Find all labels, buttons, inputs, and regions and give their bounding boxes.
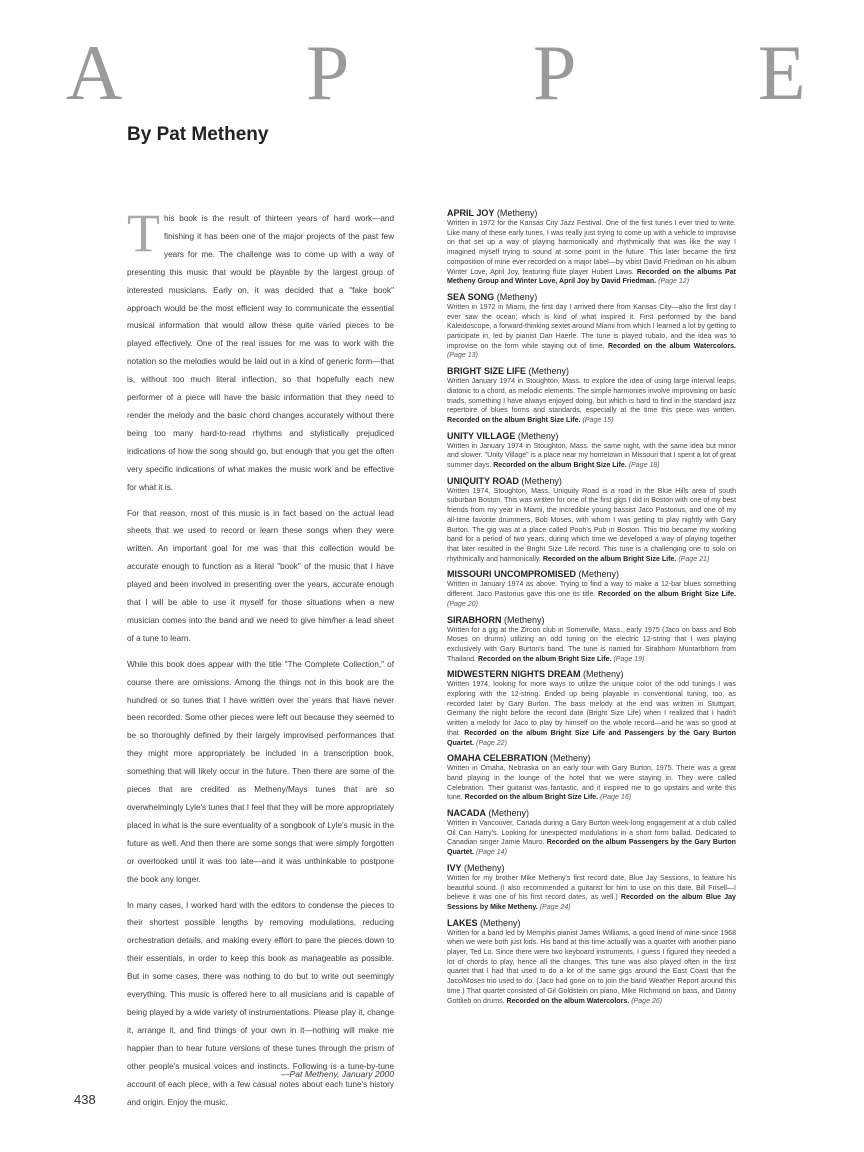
heading-letter-p: P bbox=[306, 29, 350, 116]
tune-heading bbox=[447, 475, 736, 487]
tune-composer: (Metheny) bbox=[480, 917, 521, 928]
tune-description bbox=[447, 580, 736, 609]
tune-heading bbox=[447, 207, 736, 219]
tune-text: Written for a band led by Memphis pianist James Williams, a good friend of mine since 1968 when we were both just kids. His band at this time actually was a quartet with another piano player, Ted Lo. Since there were two keyboard instruments, I guess I figured they needed a lot of chords to play, hence all the changes. This tune was also played often in the first quartet that I had that used to do a lot of the same gigs around the East Coast that the Jaco/Moses trio used to do. (Jaco had gone on to join the band Weather Report around this time.) That quartet consisted of Gil Goldstein on piano, Mike Richmond on bass, and Danny Gottlieb on drums. bbox=[447, 929, 736, 1005]
intro-paragraph: While this book does appear with the title "The Complete Collection," of course there are omissions. Among the things not in this book are the hundred or so tunes that I have written over the years that have never been recorded. Some other pieces were left out because they seemed to be so thoroughly defined by their largely improvised performances that they might more appropriately be included in a transcription book, something that will likely occur in the future. Then there are some of the pieces that are credited as Metheny/Mays tunes that are so overwhelmingly Lyle's tunes that I feel that they will be more appropriately placed in what is the sure eventuality of a songbook of Lyle's music in the future as well. And then there are some songs that were simply forgotten or overlooked until it was too late—and it was unthinkable to postpone the book any longer. bbox=[127, 659, 394, 884]
tune-heading bbox=[447, 365, 736, 377]
tune-description bbox=[447, 680, 736, 748]
page-reference: (Page 19) bbox=[613, 655, 645, 663]
recorded-note: Recorded on the album Blue Jay Sessions by Mike Metheny. bbox=[447, 894, 736, 911]
tune-description bbox=[447, 819, 736, 858]
page-reference: (Page 15) bbox=[582, 416, 614, 424]
tune-heading bbox=[447, 291, 736, 303]
intro-paragraph-text: his book is the result of thirteen years of hard work—and finishing it has been one of the major projects of the past few years for me. The challenge was to come up with a way of presenting this music that would be playable by the largest group of interested musicians. Early on, it was decided that a "fake book" approach would be the most efficient way to communicate the essential musical information that would allow these quite varied pieces to be played effectively. One of the real issues for me was to work with the notation so the melodies would be laid out in a kind of generic form—that is, without too much literal inflection, so that hopefully each new performer of a piece will have the basic information that they need to render the melody and the basic chord changes accurately without there being too many hard-to-read rhythms and stylistically prejudiced indications of how the song should go, but enough that you get the often very specific indications of what makes the music work and be effective for what it is. bbox=[127, 214, 394, 492]
byline: By Pat Metheny bbox=[127, 124, 269, 145]
tune-title: BRIGHT SIZE LIFE bbox=[447, 366, 527, 377]
tune-text: Written in Omaha, Nebraska on an early tour with Gary Burton, 1975. There was a great band playing in the lounge of the hotel that we were staying in. They were called Celebration. Their guitarist was fantastic, and it inspired me to go upstairs and write this tune. bbox=[447, 765, 736, 802]
tune-text: Written for my brother Mike Metheny's first record date, Blue Jay Sessions, to feature his beautiful sound. (I also recommended a guitarist for him to use on this date, Bill Frisell—I believe it was one of his first record dates, as well.) bbox=[447, 874, 736, 902]
tune-title: IVY bbox=[447, 862, 462, 873]
tune-entry bbox=[447, 862, 736, 913]
recorded-note: Recorded on the album Bright Size Life. bbox=[493, 462, 627, 470]
recorded-note: Recorded on the album Watercolors. bbox=[607, 342, 736, 350]
drop-cap: T bbox=[127, 203, 160, 263]
tune-title: APRIL JOY bbox=[447, 208, 495, 218]
recorded-note: Recorded on the album Watercolors. bbox=[506, 997, 630, 1005]
heading-letter-a: A bbox=[66, 29, 123, 116]
tune-description bbox=[447, 219, 736, 287]
tune-text: Written 1974, Stoughton, Mass. Uniquity Road is a road in the Blue Hills area of south suburban Boston. This was written for one of the first gigs I did in Boston with one of my best friends from my year in Miami, the incredible young bassist Jaco Pastorius, and one of my all-time favorite drummers, Bob Moses, with whom I was getting to play nightly with Gary Burton. The gig was at a place called Pooh's Pub in Boston. This trio became my working band for a period of two years, during which time we developed a way of playing together that later resulted in the Bright Size Life record. This tune is a challenging one to solo on rhythmically and harmonically. bbox=[447, 487, 736, 563]
recorded-note: Recorded on the album Bright Size Life. bbox=[542, 555, 677, 563]
signature: —Pat Metheny, January 2000 bbox=[280, 1069, 394, 1079]
tune-composer: (Metheny) bbox=[496, 208, 538, 218]
tune-description bbox=[447, 874, 736, 913]
tune-title: OMAHA CELEBRATION bbox=[447, 753, 548, 764]
recorded-note: Recorded on the album Bright Size Life and Passengers by the Gary Burton Quartet. bbox=[447, 729, 736, 747]
page-reference: (Page 16) bbox=[600, 794, 632, 802]
tune-text: Written in 1972 in Miami, the first day I arrived there from Kansas City—also the first day I ever saw the ocean; which is kind of what inspired it. First performed by the band Kaleidoscope, a forward-thinking sextet around Miami from which I learned a lot by getting to participate in, led by pianist Dan Haerle. The tune is played rubato, and the idea was to improvise on the form while staying out of time. bbox=[447, 303, 736, 350]
tune-title: NACADA bbox=[447, 808, 486, 819]
tune-entry bbox=[447, 668, 736, 748]
tune-entry bbox=[447, 430, 736, 471]
heading-letter-p: P bbox=[533, 29, 577, 116]
tune-title: UNIQUITY ROAD bbox=[447, 475, 519, 486]
tune-text: Written in January 1974 in Stoughton, Mass. the same night, with the same idea but minor and slower. "Unity Village" is a place near my hometown in Missouri that I spent a lot of great summer days. bbox=[447, 442, 736, 470]
tune-heading bbox=[447, 614, 736, 626]
page-reference: (Page 26) bbox=[631, 997, 663, 1005]
tune-heading bbox=[447, 668, 736, 680]
page-reference: (Page 22) bbox=[476, 739, 507, 747]
tune-description bbox=[447, 929, 736, 1007]
tune-entry bbox=[447, 365, 736, 426]
tune-entry bbox=[447, 807, 736, 858]
tune-heading bbox=[447, 568, 736, 580]
page-reference: (Page 18) bbox=[628, 462, 660, 470]
tune-composer: (Metheny) bbox=[550, 753, 591, 764]
tune-composer: (Metheny) bbox=[517, 430, 559, 441]
page-reference: (Page 12) bbox=[658, 278, 690, 286]
tune-heading bbox=[447, 862, 736, 874]
tune-heading bbox=[447, 807, 736, 819]
heading-letter-e: E bbox=[758, 29, 806, 116]
page-reference: (Page 21) bbox=[678, 555, 710, 563]
tune-text: Written January 1974 in Stoughton, Mass. to explore the idea of using large interval leaps, diatonic to a chord, as melodic elements. The simple harmonies involve improvising on basic triads, something I have always enjoyed doing, but which is hard to find in the standard jazz repertoire of blues forms and standards, especially at the time this piece was written. bbox=[447, 378, 736, 415]
tune-entry bbox=[447, 917, 736, 1007]
tune-composer: (Metheny) bbox=[488, 808, 530, 819]
tune-notes-column bbox=[447, 207, 736, 1010]
tune-heading bbox=[447, 752, 736, 764]
tune-text: Written in Vancouver, Canada during a Gary Burton week-long engagement at a club called Oil Can Harry's. Looking for unexpected modulations in a short form ballad. Dedicated to Canadian singer Jamie Mauro. bbox=[447, 820, 736, 847]
tune-description bbox=[447, 764, 736, 803]
tune-description bbox=[447, 487, 736, 565]
tune-entry bbox=[447, 568, 736, 609]
tune-composer: (Metheny) bbox=[464, 862, 505, 873]
recorded-note: Recorded on the album Bright Size Life. bbox=[598, 591, 736, 599]
tune-entry bbox=[447, 291, 736, 361]
recorded-note: Recorded on the albums Pat Metheny Group and Winter Love, April Joy by David Friedman. bbox=[447, 268, 736, 286]
recorded-note: Recorded on the album Bright Size Life. bbox=[447, 416, 581, 424]
tune-title: SIRABHORN bbox=[447, 614, 502, 625]
tune-title: MIDWESTERN NIGHTS DREAM bbox=[447, 669, 581, 680]
tune-title: SEA SONG bbox=[447, 291, 495, 302]
intro-paragraph bbox=[127, 203, 394, 497]
intro-paragraph: For that reason, most of this music is in fact based on the actual lead sheets that we used to record or learn these songs when they were written. An important goal for me was that this collection would be accurate enough to function as a literal "book" of the music that I have played and been involved in presenting over the years, accurate enough that I will be able to use it myself for those situations when a new musician comes into the band and we need to give him/her a lead sheet of a tune to learn. bbox=[127, 508, 394, 643]
page-reference: (Page 13) bbox=[447, 352, 478, 360]
page-reference: (Page 20) bbox=[447, 600, 478, 608]
tune-entry bbox=[447, 752, 736, 803]
tune-text: Written for a gig at the Zircon club in Somerville, Mass., early 1975 (Jaco on bass and Bob Moses on drums) utilizing an odd tuning on the electric 12-string that I was playing exclusively with Gary Burton's band. The tune is named for Sirabhorn Muntarbhorn from Thailand. bbox=[447, 626, 736, 663]
tune-description bbox=[447, 442, 736, 471]
tune-composer: (Metheny) bbox=[528, 366, 570, 377]
tune-text: Written in 1972 for the Kansas City Jazz Festival. One of the first tunes I ever tried to write. Like many of these early tunes, I was really just trying to come up with a vehicle to improvise on that set up a way of playing harmonically and rhythmically that was like the way I imagined myself trying to sound at some point in the future. This later became the first composition of mine ever recorded on a major label—by vibist David Friedman on his album Winter Love, April Joy, featuring flute player Hubert Laws. bbox=[447, 220, 736, 276]
tune-composer: (Metheny) bbox=[578, 569, 620, 580]
tune-composer: (Metheny) bbox=[521, 475, 562, 486]
tune-title: UNITY VILLAGE bbox=[447, 430, 516, 441]
tune-text: Written in January 1974 as above. Trying to find a way to make a 12-bar blues something different. Jaco Pastorius gave this one its title. bbox=[447, 581, 736, 599]
tune-composer: (Metheny) bbox=[504, 614, 545, 625]
recorded-note: Recorded on the album Bright Size Life. bbox=[464, 794, 599, 802]
tune-description bbox=[447, 377, 736, 426]
tune-description bbox=[447, 626, 736, 665]
tune-entry bbox=[447, 475, 736, 565]
tune-heading bbox=[447, 430, 736, 442]
tune-title: LAKES bbox=[447, 917, 478, 928]
tune-entry bbox=[447, 207, 736, 287]
page-number: 438 bbox=[74, 1092, 96, 1107]
recorded-note: Recorded on the album Bright Size Life. bbox=[477, 655, 612, 663]
intro-column bbox=[127, 203, 394, 1119]
recorded-note: Recorded on the album Passengers by the Gary Burton Quartet. bbox=[447, 839, 736, 857]
tune-entry bbox=[447, 614, 736, 665]
intro-paragraph: In many cases, I worked hard with the editors to condense the pieces to their shortest possible lengths by removing modulations, reducing orchestration details, and making every effort to pare the pieces down to their essentials, in order to keep this book as manageable as possible. But in some cases, there was nothing to do but to write out seemingly everything. This music is offered here to all musicians and is capable of being played by a wide variety of instrumentations. Please play it, change it, arrange it, and find things of your own in it—nothing will make me happier than to hear future versions of these tunes through the prism of other people's musical voices and instincts. Following is a tune-by-tune account of each piece, with a few casual notes about each tune's history and origin. Enjoy the music. bbox=[127, 900, 394, 1107]
tune-title: MISSOURI UNCOMPROMISED bbox=[447, 569, 577, 580]
tune-description bbox=[447, 303, 736, 361]
page-reference: (Page 14) bbox=[476, 849, 507, 857]
tune-heading bbox=[447, 917, 736, 929]
tune-text: Written 1974, looking for more ways to utilize the unique color of the odd tunings I was exploring with the 12-string. Ended up being playable in conventional tuning, too, as recorded later by Gary Burton. The bass melody at the end was written in Stuttgart, Germany the night before the record date (Bright Size Life) when I realized that I hadn't written a melody for Jaco to play by himself on the whole record—and he was so good at that. bbox=[447, 681, 736, 737]
tune-composer: (Metheny) bbox=[583, 669, 624, 680]
page-reference: (Page 24) bbox=[539, 903, 571, 911]
tune-composer: (Metheny) bbox=[496, 291, 538, 302]
